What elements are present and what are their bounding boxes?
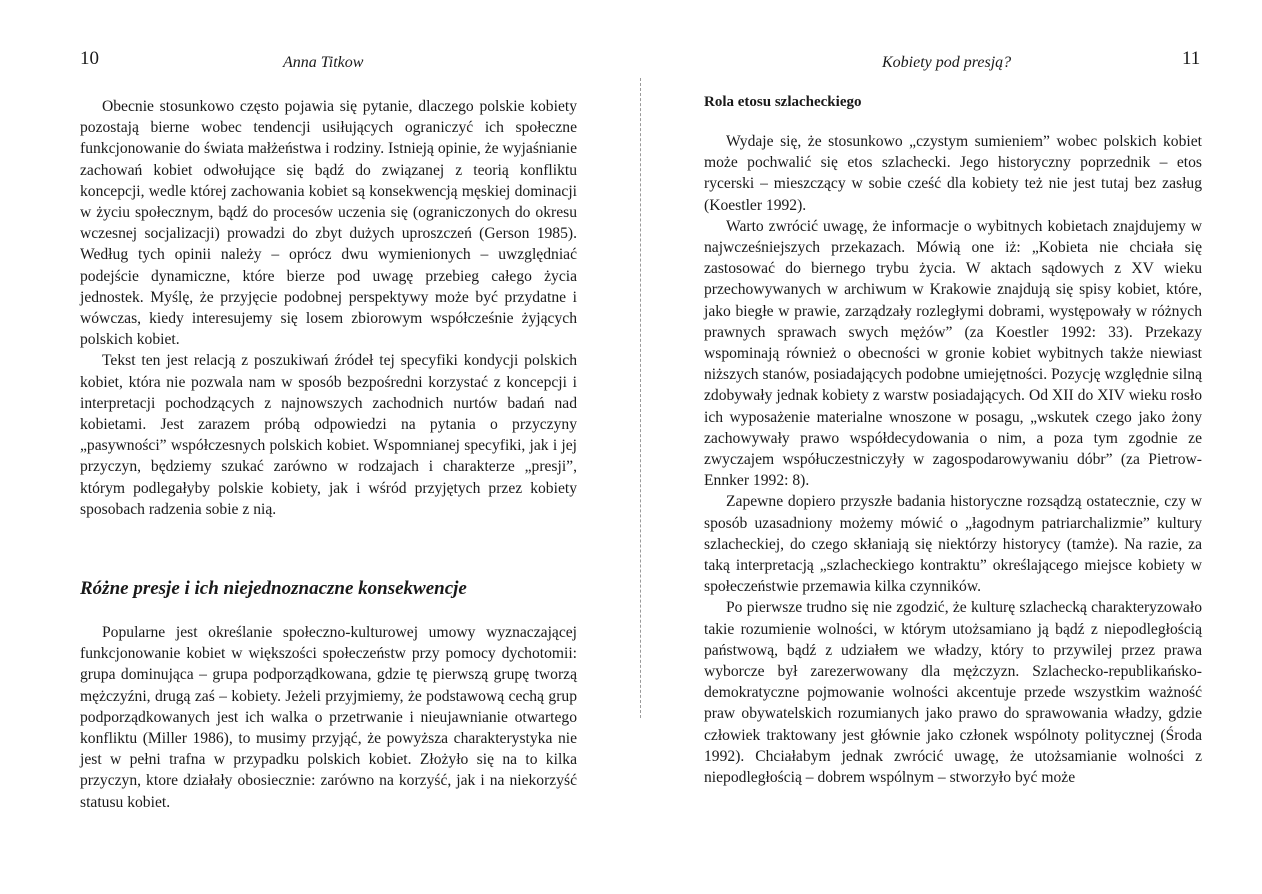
paragraph: Warto zwrócić uwagę, że informacje o wybitnych kobietach znajdujemy w najwcześniejszych przekazach. Mówią one iż: „Kobieta nie chciała się zastosować do biernego trybu życia. W aktach sądowych z XV wieku przechowywanych w archiwum w Krakowie znajdują się spisy kobiet, które, jako biegłe w prawie, zarządzały rozległymi dobrami, występowały w różnych prawnych sprawach swych mężów” (za Koestler 1992: 33). Przekazy wspominają również o obecności w gronie kobiet wybitnych także niewiast niższych stanów, posiadających podobne umiejętności. Pozycję względnie silną zdobywały jednak kobiety z warstw posiadających. Od XII do XIV wieku rosło ich wyposażenie materialne wnoszone w posagu, „wskutek czego jako żony zachowywały prawo współdecydowania o nim, a poza tym zgodnie ze zwyczajem współuczestniczyły w zagospodarowywaniu dóbr” (za Pietrow-Ennker 1992: 8). — [704, 217, 1202, 490]
body-text-top — [80, 96, 577, 520]
section-heading: Rola etosu szlacheckiego — [704, 94, 862, 110]
page-number: 11 — [1182, 48, 1201, 69]
paragraph: Tekst ten jest relacją z poszukiwań źródeł tej specyfiki kondycji polskich kobiet, która nie pozwala nam w sposób bezpośredni korzystać z koncepcji i interpretacji pochodzących z najnowszych zachodnich nurtów badań nad kobietami. Jest zarazem próbą odpowiedzi na pytania o przyczyny „pasywności” współczesnych polskich kobiet. Wspomnianej specyfiki, jak i jej przyczyn, będziemy szukać zarówno w rodzajach i charakterze „presji”, którym podlegałyby polskie kobiety, jak i wśród przyjętych przez kobiety sposobach radzenia sobie z nią. — [80, 352, 577, 518]
section-heading: Różne presje i ich niejednoznaczne konsekwencje — [80, 578, 467, 599]
paragraph: Popularne jest określanie społeczno-kulturowej umowy wyznaczającej funkcjonowanie kobiet w większości społeczeństw przy pomocy dychotomii: grupa dominująca – grupa podporządkowana, gdzie tę pierwszą grupę tworzą mężczyźni, drugą zaś – kobiety. Jeżeli przyjmiemy, że podstawową cechą grup podporządkowanych jest ich walka o przetrwanie i nieujawnianie otwartego konfliktu (Miller 1986), to musimy przyjąć, że powyższa charakterystyka nie jest w pełni trafna w przypadku polskich kobiet. Złożyło się na to kilka przyczyn, ktore działały obosiecznie: zarówno na korzyść, jak i na niekorzyść statusu kobiet. — [80, 624, 577, 811]
page-number: 10 — [80, 48, 99, 69]
paragraph: Po pierwsze trudno się nie zgodzić, że kulturę szlachecką charakteryzowało takie rozumienie wolności, w którym utożsamiano ją bądź z niepodległością państwową, bądź z udziałem we władzy, który to przywilej przez prawa wyborcze był zarezerwowany dla mężczyzn. Szlachecko-republikańsko-demokratyczne pojmowanie wolności akcentuje przede wszystkim ważność praw obywatelskich rozumianych jako prawo do sprawowania władzy, gdzie człowiek traktowany jest głównie jako członek wspólnoty politycznej (Środa 1992). Chciałabym jednak zwrócić uwagę, że utożsamianie wolności z niepodległością – dobrem wspólnym – stworzyło być może — [704, 599, 1202, 787]
paragraph: Zapewne dopiero przyszłe badania historyczne rozsądzą ostatecznie, czy w sposób uzasadniony możemy mówić o „łagodnym patriarchalizmie” kultury szlacheckiej, do czego skłaniają się niektórzy historycy (tamże). Na razie, za taką interpretacją „szlacheckiego kontraktu” określającego miejsce kobiety w społeczeństwie przemawia kilka czynników. — [704, 493, 1202, 596]
body-text — [704, 131, 1202, 788]
paragraph: Wydaje się, że stosunkowo „czystym sumieniem” wobec polskich kobiet może pochwalić się etos szlachecki. Jego historyczny poprzednik – etos rycerski – mieszczący w sobie cześć dla kobiety też nie jest tutaj bez zasług (Koestler 1992). — [704, 133, 1202, 214]
right-page — [640, 0, 1262, 894]
running-head: Kobiety pod presją? — [882, 54, 1012, 71]
body-text-bottom — [80, 622, 577, 813]
running-head: Anna Titkow — [283, 54, 364, 71]
paragraph: Obecnie stosunkowo często pojawia się pytanie, dlaczego polskie kobiety pozostają bierne wobec tendencji usiłujących ograniczyć ich społeczne funkcjonowanie do świata małżeństwa i rodziny. Istnieją opinie, że wyjaśnianie zachowań kobiet odwołujące się bądź do związanej z teorią konfliktu koncepcji, wedle której zachowania kobiet są konsekwencją męskiej dominacji w życiu społecznym, bądź do procesów uczenia się (ograniczonych do okresu wczesnej socjalizacji) prowadzi do zbyt dużych uproszczeń (Gerson 1985). Według tych opinii należy – oprócz dwu wymienionych – uwzględniać podejście dynamiczne, które bierze pod uwagę przebieg całego życia jednostek. Myślę, że przyjęcie podobnej perspektywy może być przydatne i wówczas, kiedy interesujemy się losem zbiorowym współcześnie żyjących polskich kobiet. — [80, 98, 577, 349]
